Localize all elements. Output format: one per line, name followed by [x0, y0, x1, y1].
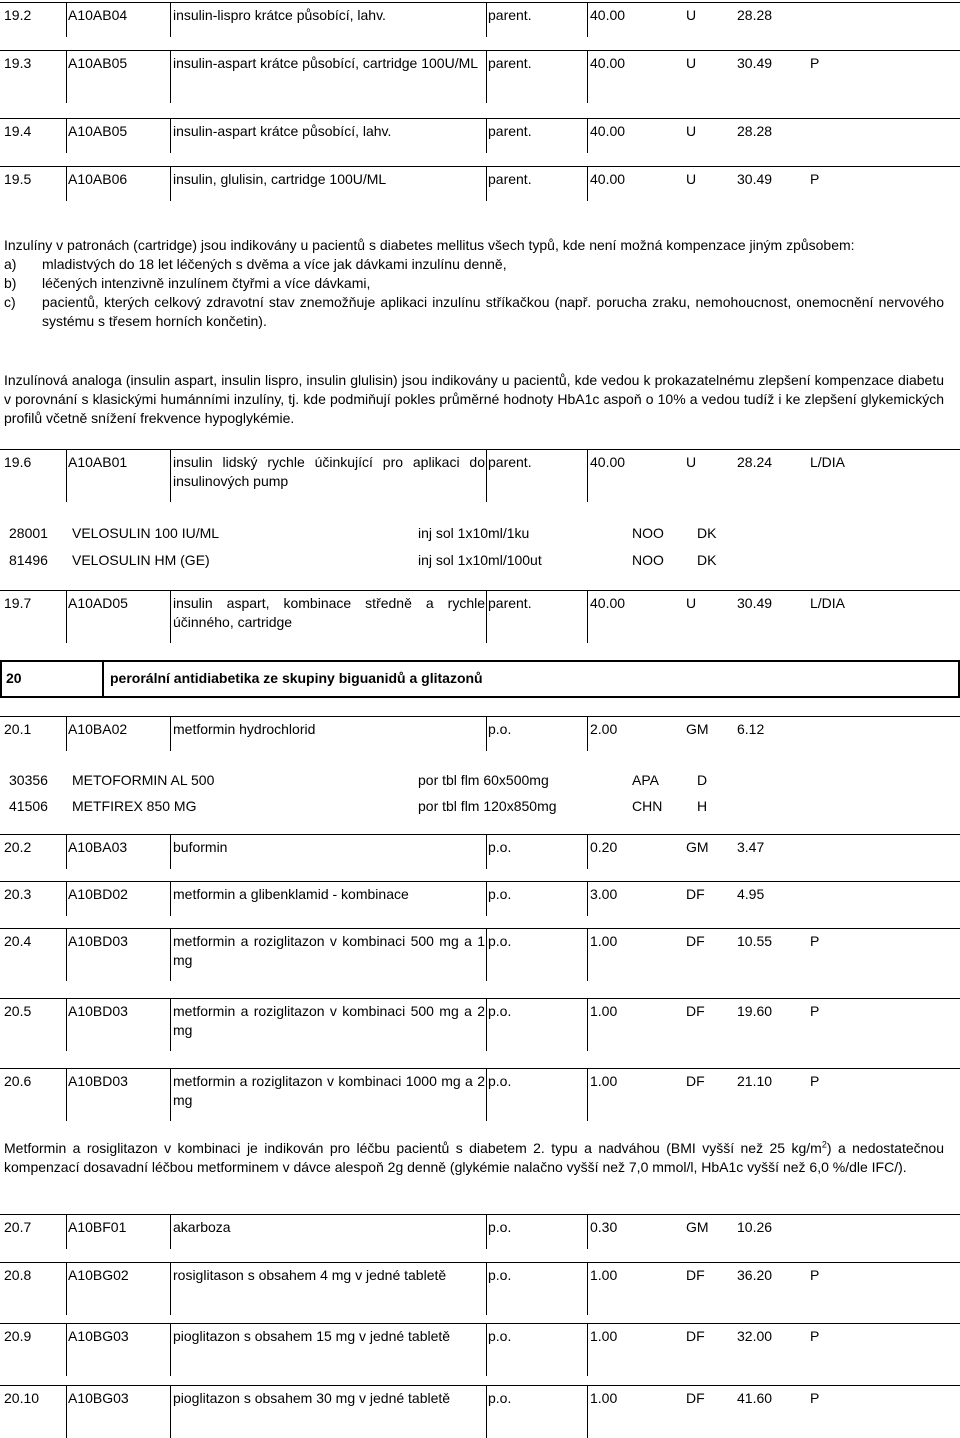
column-divider — [486, 1324, 487, 1376]
cell-atc: A10BG02 — [68, 1267, 129, 1283]
column-divider — [486, 591, 487, 643]
cell-amount: 40.00 — [590, 595, 626, 611]
cell-id: 20.1 — [4, 721, 32, 737]
cell-name: buformin — [173, 839, 228, 855]
cell-unit: DF — [686, 1390, 705, 1406]
product-code: 81496 — [9, 552, 48, 568]
column-divider — [587, 882, 588, 916]
cell-unit: DF — [686, 1267, 705, 1283]
column-divider — [170, 929, 171, 981]
cell-note: P — [810, 55, 820, 71]
cell-unit: DF — [686, 1328, 705, 1344]
column-divider — [486, 51, 487, 103]
cell-name: insulin aspart, kombinace středně a rychle účinného, cartridge — [173, 595, 485, 630]
table-row — [0, 166, 960, 201]
cell-name: insulin lidský rychle účinkující pro aplikaci do insulinových pump — [173, 454, 485, 489]
column-divider — [587, 1215, 588, 1249]
cell-price: 21.10 — [737, 1073, 773, 1089]
cell-route: p.o. — [488, 1073, 512, 1089]
column-divider — [66, 450, 67, 502]
cell-route: p.o. — [488, 1219, 512, 1235]
cell-unit: DF — [686, 933, 705, 949]
cell-atc: A10BA03 — [68, 839, 128, 855]
column-divider — [170, 591, 171, 643]
cell-unit: U — [686, 55, 697, 71]
cell-route: parent. — [488, 595, 532, 611]
column-divider — [486, 929, 487, 981]
list-label: a) — [4, 256, 17, 272]
product-name: VELOSULIN 100 IU/ML — [72, 525, 220, 541]
column-divider — [66, 882, 67, 916]
column-divider — [587, 835, 588, 869]
column-divider — [587, 1263, 588, 1315]
list-text: pacientů, kterých celkový zdravotní stav znemožňuje aplikaci inzulínu stříkačkou (např. porucha zraku, nemohoucnost, onemocnění nervového systému s třesem horních končetin). — [42, 294, 944, 329]
cell-amount: 0.30 — [590, 1219, 618, 1235]
list-label: b) — [4, 275, 17, 291]
cell-atc: A10BD03 — [68, 1003, 128, 1019]
column-divider — [66, 1386, 67, 1438]
product-name: METOFORMIN AL 500 — [72, 772, 215, 788]
table-row — [0, 1323, 960, 1376]
column-divider — [486, 1386, 487, 1438]
product-country: DK — [697, 552, 717, 568]
cell-unit: U — [686, 7, 697, 23]
cell-note: P — [810, 1328, 820, 1344]
cell-amount: 40.00 — [590, 123, 626, 139]
column-divider — [170, 1324, 171, 1376]
product-code: 28001 — [9, 525, 48, 541]
cell-amount: 40.00 — [590, 454, 626, 470]
column-divider — [587, 450, 588, 502]
cell-atc: A10BD02 — [68, 886, 128, 902]
column-divider — [66, 929, 67, 981]
cell-price: 30.49 — [737, 171, 773, 187]
cell-route: p.o. — [488, 1267, 512, 1283]
cell-amount: 1.00 — [590, 933, 618, 949]
paragraph-intro: Inzulíny v patronách (cartridge) jsou indikovány u pacientů s diabetes mellitus všech typů, kde není možná kompenzace jiným způsobem: — [4, 237, 855, 253]
cell-price: 41.60 — [737, 1390, 773, 1406]
cell-amount: 40.00 — [590, 7, 626, 23]
table-row — [0, 590, 960, 643]
cell-route: p.o. — [488, 1390, 512, 1406]
cell-route: p.o. — [488, 1003, 512, 1019]
cell-name: insulin-aspart krátce působící, cartridge 100U/ML — [173, 55, 479, 71]
cell-name: metformin a roziglitazon v kombinaci 500 mg a 1 mg — [173, 933, 485, 968]
product-code: 30356 — [9, 772, 48, 788]
column-divider — [486, 450, 487, 502]
cell-price: 10.55 — [737, 933, 773, 949]
column-divider — [486, 1069, 487, 1121]
cell-name: pioglitazon s obsahem 15 mg v jedné tabletě — [173, 1328, 451, 1344]
cell-id: 20.3 — [4, 886, 32, 902]
product-country: DK — [697, 525, 717, 541]
column-divider — [66, 591, 67, 643]
column-divider — [170, 51, 171, 103]
cell-id: 20.4 — [4, 933, 32, 949]
column-divider — [486, 835, 487, 869]
cell-route: parent. — [488, 7, 532, 23]
cell-unit: DF — [686, 1073, 705, 1089]
column-divider — [66, 1263, 67, 1315]
list-item — [4, 274, 944, 293]
cell-amount: 1.00 — [590, 1073, 618, 1089]
table-row — [0, 1214, 960, 1249]
product-holder: CHN — [632, 798, 663, 814]
cell-atc: A10BG03 — [68, 1390, 129, 1406]
table-row — [0, 928, 960, 981]
cell-id: 19.2 — [4, 7, 32, 23]
cell-atc: A10AD05 — [68, 595, 128, 611]
cell-price: 30.49 — [737, 595, 773, 611]
cell-route: parent. — [488, 123, 532, 139]
section-divider — [102, 662, 104, 696]
cell-price: 19.60 — [737, 1003, 773, 1019]
table-row — [0, 1068, 960, 1121]
cell-unit: GM — [686, 1219, 709, 1235]
column-divider — [587, 999, 588, 1051]
product-row — [0, 771, 960, 791]
paragraph-text-part: Metformin a rosiglitazon v kombinaci je indikován pro léčbu pacientů s diabetem 2. typu a nadváhou (BMI vyšší než 25 kg/m — [4, 1140, 822, 1156]
cell-id: 20.8 — [4, 1267, 32, 1283]
column-divider — [170, 450, 171, 502]
cell-amount: 1.00 — [590, 1328, 618, 1344]
cell-note: L/DIA — [810, 454, 846, 470]
paragraph-text — [4, 1139, 944, 1177]
list-text: mladistvých do 18 let léčených s dvěma a více jak dávkami inzulínu denně, — [42, 256, 507, 272]
product-row — [0, 551, 960, 571]
column-divider — [486, 119, 487, 153]
list-label: c) — [4, 294, 16, 310]
cell-name: metformin a glibenklamid - kombinace — [173, 886, 409, 902]
cell-route: p.o. — [488, 1328, 512, 1344]
cell-id: 20.9 — [4, 1328, 32, 1344]
product-row — [0, 524, 960, 544]
paragraph-text: Inzulínová analoga (insulin aspart, insulin lispro, insulin glulisin) jsou indikovány u pacientů, kde vedou k prokazatelnému zlepšení kompenzace diabetu v porovnání s klasickými humánními inzulíny, tj. kde podmiňují pokles průměrné hodnoty HbA1c aspoň o 10% a vedou tudíž i ke zlepšení glykemických profilů včetně snížení frekvence hypoglykémie. — [4, 372, 944, 426]
column-divider — [170, 1069, 171, 1121]
section-header — [0, 660, 960, 698]
cell-amount: 3.00 — [590, 886, 618, 902]
product-form: por tbl flm 60x500mg — [418, 772, 549, 788]
cell-id: 20.10 — [4, 1390, 40, 1406]
product-holder: APA — [632, 772, 659, 788]
cell-atc: A10AB05 — [68, 123, 128, 139]
column-divider — [66, 835, 67, 869]
column-divider — [66, 717, 67, 751]
cell-name: akarboza — [173, 1219, 231, 1235]
cell-id: 19.4 — [4, 123, 32, 139]
cell-id: 20.6 — [4, 1073, 32, 1089]
cell-route: p.o. — [488, 933, 512, 949]
column-divider — [486, 1215, 487, 1249]
product-form: inj sol 1x10ml/100ut — [418, 552, 542, 568]
cell-route: p.o. — [488, 886, 512, 902]
cell-atc: A10BD03 — [68, 933, 128, 949]
cell-amount: 0.20 — [590, 839, 618, 855]
column-divider — [170, 167, 171, 201]
list-item — [4, 293, 944, 331]
cell-route: p.o. — [488, 839, 512, 855]
table-row — [0, 834, 960, 869]
cell-amount: 1.00 — [590, 1003, 618, 1019]
section-number: 20 — [6, 670, 22, 686]
cell-name: pioglitazon s obsahem 30 mg v jedné tabletě — [173, 1390, 451, 1406]
cell-atc: A10AB05 — [68, 55, 128, 71]
column-divider — [170, 119, 171, 153]
table-row — [0, 1385, 960, 1438]
cell-note: P — [810, 1003, 820, 1019]
cell-route: parent. — [488, 454, 532, 470]
product-code: 41506 — [9, 798, 48, 814]
cell-price: 36.20 — [737, 1267, 773, 1283]
cell-unit: DF — [686, 886, 705, 902]
cell-price: 28.28 — [737, 7, 773, 23]
column-divider — [170, 3, 171, 37]
column-divider — [587, 51, 588, 103]
cell-route: parent. — [488, 55, 532, 71]
cell-note: L/DIA — [810, 595, 846, 611]
cell-unit: GM — [686, 721, 709, 737]
cell-price: 30.49 — [737, 55, 773, 71]
column-divider — [587, 1386, 588, 1438]
cell-name: metformin a roziglitazon v kombinaci 500 mg a 2 mg — [173, 1003, 485, 1038]
column-divider — [66, 1069, 67, 1121]
column-divider — [170, 1215, 171, 1249]
column-divider — [66, 3, 67, 37]
cell-id: 20.7 — [4, 1219, 32, 1235]
cell-unit: DF — [686, 1003, 705, 1019]
column-divider — [170, 882, 171, 916]
table-row — [0, 449, 960, 502]
table-row — [0, 50, 960, 103]
paragraph-text-part: ) a nedostatečnou kompenzací dosavadní léčbou metforminem v dávce alespoň 2g denně (glykémie nalačno vyšší než 7,0 mmol/l, HbA1c vyšší než 6,0 %/dle IFC/). — [4, 1140, 944, 1175]
insulin-analogs-paragraph — [4, 371, 944, 428]
column-divider — [170, 717, 171, 751]
column-divider — [170, 835, 171, 869]
table-row — [0, 1262, 960, 1315]
cell-atc: A10BA02 — [68, 721, 128, 737]
cell-atc: A10BD03 — [68, 1073, 128, 1089]
cell-unit: U — [686, 171, 697, 187]
column-divider — [486, 717, 487, 751]
cell-id: 19.3 — [4, 55, 32, 71]
column-divider — [486, 882, 487, 916]
product-form: por tbl flm 120x850mg — [418, 798, 557, 814]
cell-id: 20.5 — [4, 1003, 32, 1019]
column-divider — [587, 1324, 588, 1376]
cell-atc: A10BG03 — [68, 1328, 129, 1344]
column-divider — [170, 1386, 171, 1438]
cell-note: P — [810, 171, 820, 187]
cell-price: 32.00 — [737, 1328, 773, 1344]
metformin-rosiglitazon-paragraph — [4, 1139, 944, 1177]
cell-price: 28.28 — [737, 123, 773, 139]
product-country: D — [697, 772, 708, 788]
cell-price: 4.95 — [737, 886, 765, 902]
cell-name: metformin a roziglitazon v kombinaci 1000 mg a 2 mg — [173, 1073, 485, 1108]
column-divider — [66, 1324, 67, 1376]
product-holder: NOO — [632, 552, 664, 568]
list-item — [4, 255, 944, 274]
column-divider — [587, 167, 588, 201]
column-divider — [486, 167, 487, 201]
table-row — [0, 118, 960, 153]
cell-amount: 1.00 — [590, 1390, 618, 1406]
cell-route: p.o. — [488, 721, 512, 737]
cell-note: P — [810, 1390, 820, 1406]
superscript: 2 — [821, 1139, 827, 1150]
product-country: H — [697, 798, 708, 814]
column-divider — [587, 717, 588, 751]
section-title: perorální antidiabetika ze skupiny biguanidů a glitazonů — [110, 670, 483, 686]
cell-unit: U — [686, 123, 697, 139]
column-divider — [587, 591, 588, 643]
column-divider — [486, 999, 487, 1051]
cell-note: P — [810, 1073, 820, 1089]
cell-note: P — [810, 933, 820, 949]
cartridge-indication-paragraph — [4, 236, 944, 331]
cell-route: parent. — [488, 171, 532, 187]
cell-price: 3.47 — [737, 839, 765, 855]
cell-name: insulin, glulisin, cartridge 100U/ML — [173, 171, 387, 187]
column-divider — [170, 999, 171, 1051]
column-divider — [486, 1263, 487, 1315]
cell-atc: A10AB04 — [68, 7, 128, 23]
column-divider — [587, 119, 588, 153]
table-row — [0, 998, 960, 1051]
cell-atc: A10AB06 — [68, 171, 128, 187]
column-divider — [66, 51, 67, 103]
cell-unit: U — [686, 454, 697, 470]
cell-price: 28.24 — [737, 454, 773, 470]
cell-atc: A10BF01 — [68, 1219, 127, 1235]
column-divider — [587, 3, 588, 37]
cell-unit: GM — [686, 839, 709, 855]
product-holder: NOO — [632, 525, 664, 541]
cell-id: 19.6 — [4, 454, 32, 470]
cell-id: 19.7 — [4, 595, 32, 611]
column-divider — [66, 999, 67, 1051]
column-divider — [587, 929, 588, 981]
cell-name: metformin hydrochlorid — [173, 721, 316, 737]
table-row — [0, 2, 960, 37]
cell-price: 6.12 — [737, 721, 765, 737]
cell-note: P — [810, 1267, 820, 1283]
cell-id: 20.2 — [4, 839, 32, 855]
cell-unit: U — [686, 595, 697, 611]
list-text: léčených intenzivně inzulínem čtyřmi a více dávkami, — [42, 275, 371, 291]
column-divider — [66, 1215, 67, 1249]
column-divider — [66, 167, 67, 201]
column-divider — [66, 119, 67, 153]
cell-atc: A10AB01 — [68, 454, 128, 470]
product-name: VELOSULIN HM (GE) — [72, 552, 210, 568]
cell-amount: 2.00 — [590, 721, 618, 737]
table-row — [0, 716, 960, 751]
cell-amount: 40.00 — [590, 171, 626, 187]
product-name: METFIREX 850 MG — [72, 798, 197, 814]
column-divider — [170, 1263, 171, 1315]
cell-name: insulin-lispro krátce působící, lahv. — [173, 7, 386, 23]
product-row — [0, 797, 960, 817]
table-row — [0, 881, 960, 916]
cell-amount: 1.00 — [590, 1267, 618, 1283]
column-divider — [486, 3, 487, 37]
product-form: inj sol 1x10ml/1ku — [418, 525, 530, 541]
cell-amount: 40.00 — [590, 55, 626, 71]
cell-name: rosiglitason s obsahem 4 mg v jedné tabletě — [173, 1267, 447, 1283]
cell-price: 10.26 — [737, 1219, 773, 1235]
column-divider — [587, 1069, 588, 1121]
cell-name: insulin-aspart krátce působící, lahv. — [173, 123, 392, 139]
cell-id: 19.5 — [4, 171, 32, 187]
